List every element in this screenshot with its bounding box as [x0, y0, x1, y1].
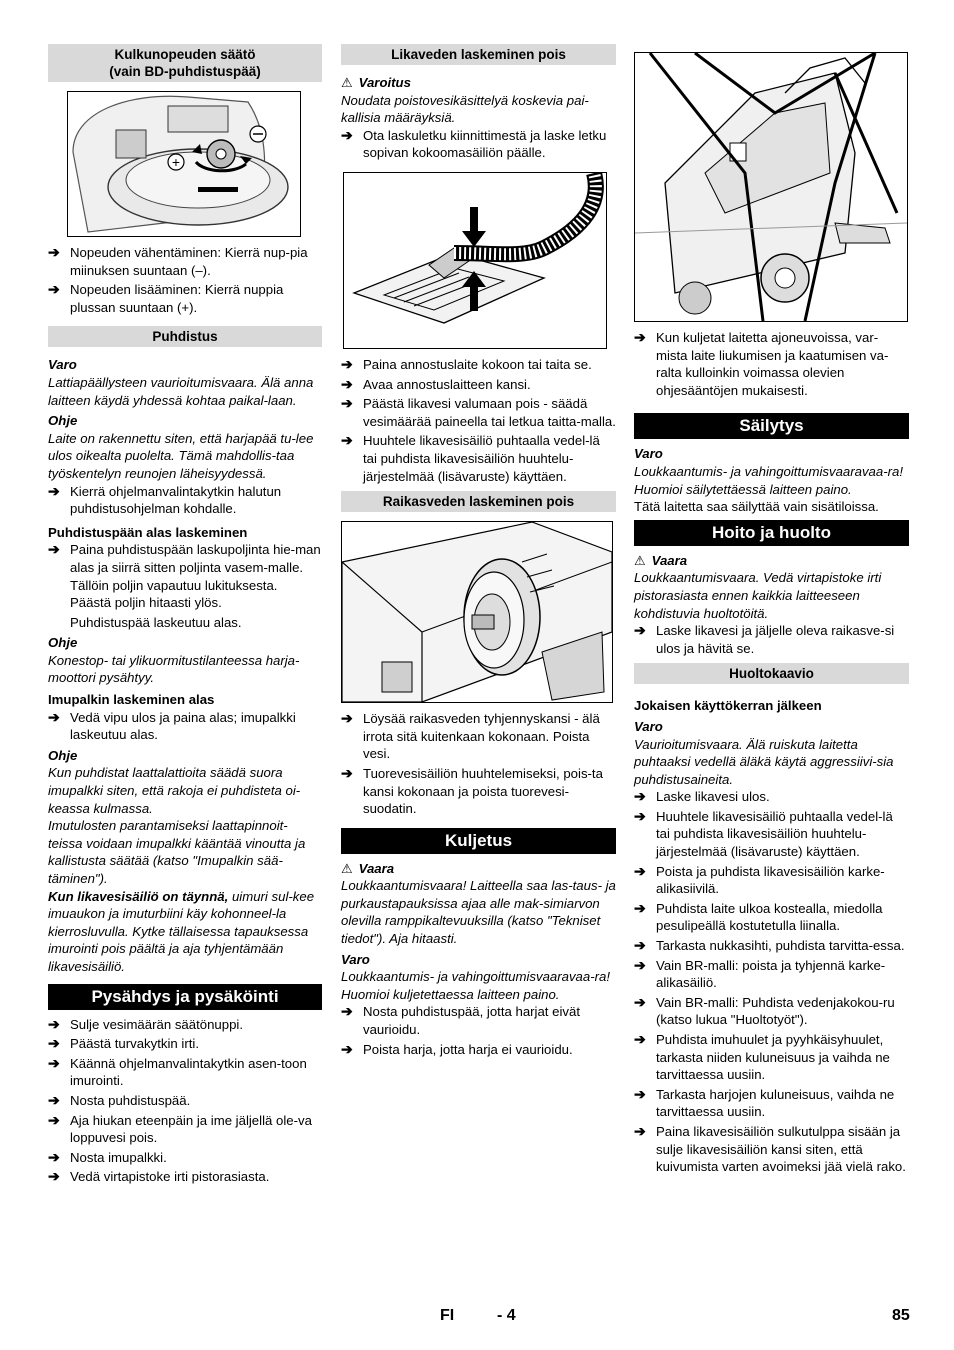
list-item: ➔ Vedä virtapistoke irti pistorasiasta. — [48, 1168, 270, 1185]
text-vaara: Loukkaantumisvaara! Laitteella saa las-taus- ja purkaustapauksissa ajaa alle mak-simiarvon olevilla ramppikaltevuuksilla (katso "Tekniset tiedot"). Aja hitaasti. — [341, 878, 616, 947]
warning-triangle-icon: ⚠ — [341, 860, 353, 876]
list-item: ➔ Käännä ohjelmanvalintakytkin asen-toon imurointi. — [48, 1054, 307, 1089]
figure-fresh-water-cap — [341, 521, 613, 703]
arrow-right-icon: ➔ — [634, 956, 646, 973]
text-ohje-1: Laite on rakennettu siten, että harjapää tu-lee ulos oikealta puolelta. Tämä mahdollis-taa työskentelyn reunojen läheisyydessä. — [48, 430, 314, 481]
column-2 — [341, 44, 616, 1060]
list-item: ➔ Vain BR-malli: poista ja tyhjennä karke-alikasäiliö. — [634, 956, 886, 991]
arrow-right-icon: ➔ — [634, 622, 646, 639]
section-title-care: Hoito ja huolto — [634, 520, 909, 546]
text-vaara: Loukkaantumisvaara. Vedä virtapistoke irti pistorasiasta ennen kaikkia laitteeseen kohdistuvia huoltotöitä. — [634, 570, 882, 621]
figure-speed-knob — [67, 91, 301, 237]
label-ohje-3: Ohje — [48, 747, 78, 763]
label-ohje-1: Ohje — [48, 413, 78, 429]
list-item: ➔ Päästä turvakytkin irti. — [48, 1035, 199, 1052]
label-varo: Varo — [341, 951, 370, 967]
list-item: ➔ Puhdista laite ulkoa kostealla, miedolla pesulipeällä kostutetulla liinalla. — [634, 899, 883, 934]
list-item: ➔ Paina annostuslaite kokoon tai taita se. — [341, 355, 592, 372]
text-varoitus: Noudata poistovesikäsittelyä koskevia pai-kallisia määräyksiä. — [341, 92, 589, 126]
bullet-lower-pedal: ➔ Paina puhdistuspään laskupoljinta hie-man alas ja siirrä sitten poljinta vasem-malle. Tällöin poljin vapautuu lukituksesta. Päästä poljin hitaasti ylös. — [48, 541, 321, 611]
text-varo: Lattiapäällysteen vaurioitumisvaara. Älä anna laitteen käydä yhdessä kohtaa paikal-laan. — [48, 374, 314, 408]
list-item: ➔ Poista harja, jotta harja ei vaurioidu. — [341, 1040, 573, 1057]
section-title-speed: Kulkunopeuden säätö (vain BD-puhdistuspää) — [48, 44, 322, 82]
list-item: ➔ Tarkasta harjojen kuluneisuus, vaihda ne tarvittaessa uusiin. — [634, 1085, 895, 1120]
label-varo: Varo — [634, 446, 663, 462]
arrow-right-icon: ➔ — [634, 329, 646, 345]
footer-language: FI — [440, 1307, 455, 1324]
heading-lower-head: Puhdistuspään alas laskeminen — [48, 524, 248, 540]
arrow-right-icon: ➔ — [48, 1054, 60, 1071]
list-item: ➔ Nosta puhdistuspää. — [48, 1091, 191, 1108]
bullet-vehicle-transport: ➔ Kun kuljetat laitetta ajoneuvoissa, var-mista laite liukumisen ja kaatumisen va-ralta kulloinkin voimassa olevien ohjesääntöjen mukaisesti. — [634, 329, 889, 398]
text-head-lowers: Puhdistuspää laskeutuu alas. — [70, 614, 242, 630]
section-title-fresh-water: Raikasveden laskeminen pois — [341, 491, 616, 512]
bullet-squeegee-lever: ➔ Vedä vipu ulos ja paina alas; imupalkki laskeutuu alas. — [48, 708, 296, 743]
svg-text:+: + — [171, 154, 181, 170]
arrow-right-icon: ➔ — [341, 1040, 353, 1057]
arrow-right-icon: ➔ — [634, 1085, 646, 1102]
list-item: ➔ Avaa annostuslaitteen kansi. — [341, 375, 531, 392]
arrow-right-icon: ➔ — [48, 1091, 60, 1108]
figure-transport-strapping — [634, 52, 908, 322]
list-item: ➔ Nosta imupalkki. — [48, 1148, 167, 1165]
list-item: ➔ Tarkasta nukkasihti, puhdista tarvitta-essa. — [634, 937, 905, 954]
warning-triangle-icon: ⚠ — [634, 552, 646, 568]
arrow-right-icon: ➔ — [48, 1111, 60, 1128]
arrow-right-icon: ➔ — [341, 395, 353, 412]
list-item: ➔ Sulje vesimäärän säätönuppi. — [48, 1015, 244, 1032]
figure-drain-hose — [343, 172, 607, 349]
list-item: ➔ Päästä likavesi valumaan pois - säädä vesimäärää paineella tai letkua taitta-malla. — [341, 395, 616, 429]
text-varo-2: Vaurioitumisvaara. Älä ruiskuta laitetta puhtaaksi vedellä äläkä käytä aggressiivi-sia puhdistusaineita. — [634, 736, 894, 787]
list-item: ➔ Vain BR-malli: Puhdista vedenjakokou-ru (katso lukua "Huoltotyöt"). — [634, 993, 895, 1028]
text-ohje-2: Konestop- tai ylikuormitustilanteessa harja-moottori pysähtyy. — [48, 652, 300, 686]
arrow-right-icon: ➔ — [341, 1003, 353, 1020]
section-title-dirty-water: Likaveden laskeminen pois — [341, 44, 616, 65]
label-ohje-2: Ohje — [48, 635, 78, 651]
arrow-right-icon: ➔ — [48, 541, 60, 558]
arrow-right-icon: ➔ — [48, 281, 60, 298]
text-varo: Loukkaantumis- ja vahingoittumisvaaravaa-ra! Huomioi säilytettäessä laitteen paino. — [634, 463, 904, 497]
text-varo: Loukkaantumis- ja vahingoittumisvaaravaa-ra! Huomioi kuljetettaessa laitteen paino. — [341, 969, 611, 1002]
list-item: ➔ Poista ja puhdista likavesisäiliön karke-alikasiivilä. — [634, 862, 885, 897]
section-title-storage: Säilytys — [634, 413, 909, 439]
arrow-right-icon: ➔ — [48, 1015, 60, 1032]
text-ohje-3b: Imutulosten parantamiseksi laattapinnoit-teissa voidaan imupalkki kääntää vinoutta ja kallistusta säätää (katso "Imupalkin sää-täminen"). — [48, 818, 306, 886]
arrow-right-icon: ➔ — [48, 1035, 60, 1052]
list-item: ➔ Aja hiukan eteenpäin ja ime jäljellä ole-va loppuvesi pois. — [48, 1111, 312, 1146]
list-item: ➔ Paina likavesisäiliön sulkutulppa sisään ja sulje likavesisäiliön kansi siten, että kuivumista varten avoimeksi jää vielä rako. — [634, 1122, 906, 1175]
arrow-right-icon: ➔ — [48, 244, 60, 260]
arrow-right-icon: ➔ — [634, 993, 646, 1010]
column-1 — [48, 44, 322, 1188]
arrow-right-icon: ➔ — [634, 937, 646, 954]
label-vaara: ⚠ Vaara — [341, 860, 395, 876]
column-3 — [634, 44, 909, 1178]
label-varo-2: Varo — [634, 718, 663, 734]
list-item: ➔ Huuhtele likavesisäiliö puhtaalla vedel-lä tai puhdista likavesisäiliön huuhtelu-järjestelmää (lisävaruste) käyttäen. — [634, 807, 893, 860]
arrow-right-icon: ➔ — [634, 807, 646, 824]
arrow-right-icon: ➔ — [48, 482, 60, 499]
arrow-right-icon: ➔ — [634, 1031, 646, 1047]
footer-section-page: - 4 — [497, 1307, 516, 1324]
list-item: ➔ Laske likavesi ulos. — [634, 788, 770, 805]
arrow-right-icon: ➔ — [341, 432, 353, 449]
list-item: ➔ Löysää raikasveden tyhjennyskansi - älä irrota sitä kuitenkaan kokonaan. Poista vesi. — [341, 710, 600, 762]
heading-squeegee: Imupalkin laskeminen alas — [48, 692, 215, 708]
arrow-right-icon: ➔ — [634, 862, 646, 879]
arrow-right-icon: ➔ — [634, 1122, 646, 1139]
text-ohje-3a: Kun puhdistat laattalattioita säädä suora imupalkki siten, että rakoja ei puhdisteta oi-keassa kulmassa. — [48, 765, 301, 816]
bullet-speed-decrease: ➔ Nopeuden vähentäminen: Kierrä nup-pia miinuksen suuntaan (–). — [48, 244, 308, 278]
label-varoitus: ⚠ Varoitus — [341, 75, 411, 90]
list-item: ➔ Nosta puhdistuspää, jotta harjat eivät vaurioidu. — [341, 1003, 580, 1038]
section-title-transport: Kuljetus — [341, 828, 616, 854]
bullet-drain-water: ➔ Laske likavesi ja jäljelle oleva raikasve-si ulos ja hävitä se. — [634, 622, 895, 656]
arrow-right-icon: ➔ — [341, 375, 353, 392]
arrow-right-icon: ➔ — [341, 355, 353, 372]
list-item: ➔ Huuhtele likavesisäiliö puhtaalla vedel-lä tai puhdista likavesisäiliön huuhtelu-järjestelmää (lisävaruste) käyttäen. — [341, 432, 600, 484]
section-title-puhdistus: Puhdistus — [48, 326, 322, 347]
heading-after-each-use: Jokaisen käyttökerran jälkeen — [634, 698, 822, 714]
arrow-right-icon: ➔ — [48, 1168, 60, 1185]
section-title-schedule: Huoltokaavio — [634, 663, 909, 684]
list-item: ➔ Tuorevesisäiliön huuhtelemiseksi, pois-ta kansi kokonaan ja poista tuorevesi-suodatin. — [341, 764, 603, 817]
list-item: ➔ Puhdista imuhuulet ja pyyhkäisyhuulet, tarkasta niiden kuluneisuus ja vaihda ne tarvittaessa uusiin. — [634, 1031, 890, 1083]
footer-page-number: 85 — [892, 1307, 910, 1324]
text-ohje-3c: Kun likavesisäiliö on täynnä, uimuri sul-kee imuaukon ja imuturbiini käy kohonneel-la kierrosluvulla. Kytke tällaisessa tapauksessa imurointi pois päältä ja aja tyhjentämään likavesisäiliö. — [48, 888, 315, 974]
arrow-right-icon: ➔ — [48, 1148, 60, 1165]
text-storage: Tätä laitetta saa säilyttää vain sisätiloissa. — [634, 499, 879, 515]
bullet-program-selector: ➔ Kierrä ohjelmanvalintakytkin halutun puhdistusohjelman kohdalle. — [48, 482, 282, 517]
arrow-right-icon: ➔ — [341, 764, 353, 781]
arrow-right-icon: ➔ — [341, 710, 353, 727]
label-vaara: ⚠ Vaara — [634, 552, 688, 568]
arrow-right-icon: ➔ — [341, 126, 353, 143]
warning-triangle-icon: ⚠ — [341, 75, 353, 90]
label-varo: Varo — [48, 357, 77, 373]
bullet-drain-hose: ➔ Ota laskuletku kiinnittimestä ja laske letku sopivan kokoomasäiliön päälle. — [341, 126, 607, 161]
section-title-stop: Pysähdys ja pysäköinti — [48, 984, 322, 1010]
arrow-right-icon: ➔ — [634, 899, 646, 916]
arrow-right-icon: ➔ — [48, 708, 60, 725]
arrow-right-icon: ➔ — [634, 788, 646, 805]
bullet-speed-increase: ➔ Nopeuden lisääminen: Kierrä nuppia plussan suuntaan (+). — [48, 281, 284, 315]
